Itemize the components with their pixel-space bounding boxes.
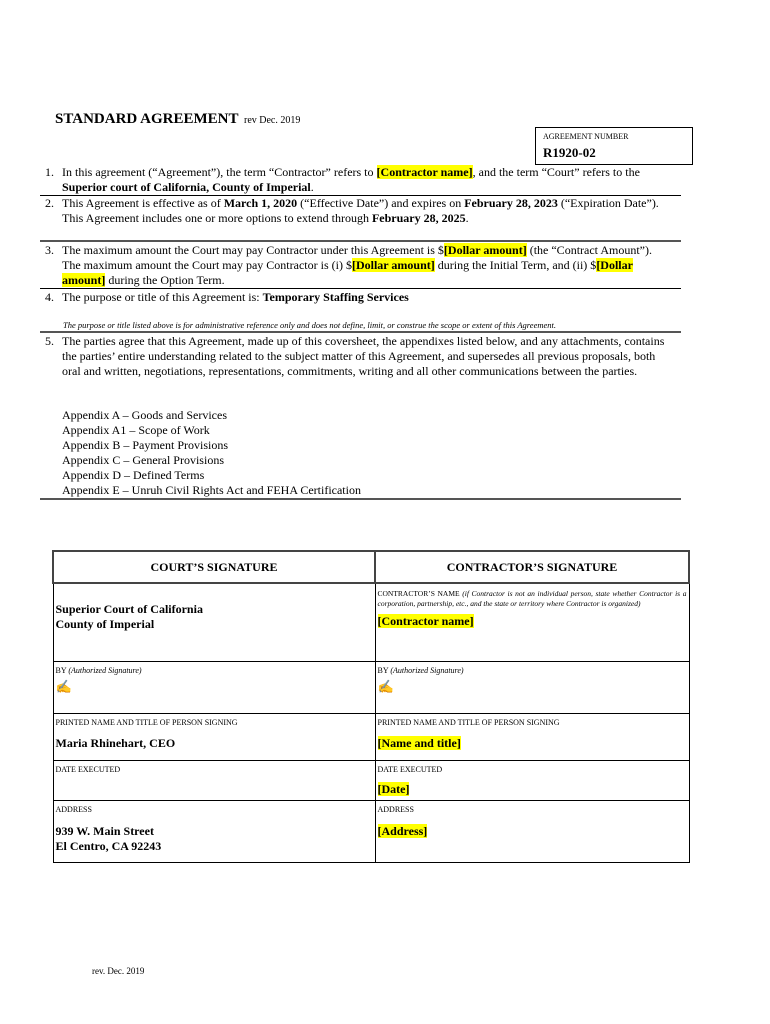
contractor-name-note: (if Contractor is not an individual person, state whether Contractor is a corporation, partnership, etc., and the state or territory where Contractor is organized) bbox=[377, 589, 687, 608]
divider bbox=[40, 288, 681, 289]
clause-body bbox=[62, 243, 670, 288]
clause-1 bbox=[45, 165, 670, 195]
appendix-item: Appendix C – General Provisions bbox=[62, 453, 224, 467]
expiration-date: February 28, 2023 bbox=[464, 196, 558, 210]
by-note: (Authorized Signature) bbox=[390, 665, 464, 675]
by-label: BY bbox=[377, 665, 389, 675]
clause-number: 4. bbox=[45, 290, 54, 304]
contractor-signature-heading: CONTRACTOR’S SIGNATURE bbox=[375, 551, 689, 583]
effective-date: March 1, 2020 bbox=[223, 196, 298, 210]
title-text: STANDARD AGREEMENT bbox=[55, 111, 239, 127]
printed-name-label: PRINTED NAME AND TITLE OF PERSON SIGNING bbox=[55, 717, 238, 727]
clause-3 bbox=[45, 243, 670, 288]
agreement-number-value: R1920-02 bbox=[543, 145, 596, 160]
court-address-line2: El Centro, CA 92243 bbox=[55, 838, 162, 853]
signature-table bbox=[52, 550, 690, 863]
clause-text: (“Effective Date”) and expires on bbox=[297, 196, 465, 210]
contractor-date-cell[interactable] bbox=[375, 760, 689, 800]
address-label: ADDRESS bbox=[55, 804, 92, 814]
court-printed-name-cell bbox=[53, 713, 375, 760]
agreement-purpose: Temporary Staffing Services bbox=[262, 290, 409, 304]
clause-4 bbox=[45, 290, 670, 305]
option-term-amount-placeholder[interactable]: [Dollar amount] bbox=[62, 258, 633, 287]
appendix-item: Appendix A1 – Scope of Work bbox=[62, 423, 210, 437]
by-note: (Authorized Signature) bbox=[68, 665, 142, 675]
clause-text: (“Expiration Date”). bbox=[557, 196, 659, 210]
divider bbox=[40, 498, 681, 500]
clause-text: . bbox=[310, 180, 314, 194]
court-signature-heading: COURT’S SIGNATURE bbox=[53, 551, 375, 583]
court-name: Superior court of California, County of Imperial bbox=[62, 180, 311, 194]
initial-term-amount-placeholder[interactable]: [Dollar amount] bbox=[351, 258, 435, 272]
appendix-item: Appendix D – Defined Terms bbox=[62, 468, 205, 482]
document-title bbox=[55, 111, 300, 128]
address-label: ADDRESS bbox=[377, 804, 414, 814]
clause-number: 3. bbox=[45, 243, 54, 257]
printed-name-label: PRINTED NAME AND TITLE OF PERSON SIGNING bbox=[377, 717, 560, 727]
clause-number: 1. bbox=[45, 165, 54, 179]
clause-2 bbox=[45, 196, 670, 226]
option-date: February 28, 2025 bbox=[371, 211, 466, 225]
agreement-number-box bbox=[535, 127, 693, 165]
clause-body bbox=[62, 290, 670, 305]
contractor-name-field[interactable]: [Contractor name] bbox=[377, 614, 474, 628]
appendix-item: Appendix B – Payment Provisions bbox=[62, 438, 229, 452]
agreement-number-label: AGREEMENT NUMBER bbox=[543, 132, 629, 141]
contractor-printed-name-field[interactable]: [Name and title] bbox=[377, 735, 461, 750]
court-address-cell bbox=[53, 800, 375, 862]
court-name-line2: County of Imperial bbox=[55, 617, 155, 631]
clause-number: 5. bbox=[45, 334, 54, 348]
date-executed-label: DATE EXECUTED bbox=[55, 764, 121, 774]
contractor-name-cell[interactable] bbox=[375, 583, 689, 661]
court-name-cell bbox=[53, 583, 375, 661]
clause-text: This Agreement includes one or more options to extend through bbox=[62, 211, 372, 225]
court-address-line1: 939 W. Main Street bbox=[55, 823, 154, 838]
court-date-cell[interactable] bbox=[53, 760, 375, 800]
contractor-name-placeholder[interactable]: [Contractor name] bbox=[376, 165, 473, 179]
clause-text: , and the term “Court” refers to the bbox=[472, 165, 640, 179]
clause-text: during the Option Term. bbox=[105, 273, 225, 287]
court-name-line1: Superior Court of California bbox=[55, 602, 203, 616]
divider bbox=[40, 240, 681, 242]
clause-text: In this agreement (“Agreement”), the term “Contractor” refers to bbox=[62, 165, 377, 179]
contractor-date-field[interactable]: [Date] bbox=[377, 781, 410, 796]
revision-text: rev Dec. 2019 bbox=[243, 115, 301, 126]
clause-text: . bbox=[465, 211, 469, 225]
by-label: BY bbox=[55, 665, 67, 675]
clause-text: during the Initial Term, and (ii) $ bbox=[434, 258, 597, 272]
contractor-address-cell[interactable] bbox=[375, 800, 689, 862]
pen-icon: ✍ bbox=[377, 678, 394, 694]
contract-amount-placeholder[interactable]: [Dollar amount] bbox=[443, 243, 527, 257]
clause-body: The parties agree that this Agreement, made up of this coversheet, the appendixes listed below, and any attachments, contains the parties’ entire understanding related to the subject matter of this Agreement, and supersedes all previous proposals, both oral and written, negotiations, representations, commitments, writing and all other communications between the parties. bbox=[62, 334, 665, 378]
court-by-cell[interactable] bbox=[53, 661, 375, 713]
footer-revision: rev. Dec. 2019 bbox=[92, 966, 145, 976]
purpose-disclaimer: The purpose or title listed above is for administrative reference only and does not define, limit, or construe the scope or extent of this Agreement. bbox=[63, 320, 556, 330]
contractor-address-field[interactable]: [Address] bbox=[377, 823, 428, 838]
clause-text: The purpose or title of this Agreement is: bbox=[62, 290, 263, 304]
appendix-item: Appendix A – Goods and Services bbox=[62, 408, 227, 422]
appendix-item: Appendix E – Unruh Civil Rights Act and FEHA Certification bbox=[62, 483, 361, 497]
contractor-by-cell[interactable] bbox=[375, 661, 689, 713]
clause-body bbox=[62, 196, 670, 226]
contractor-name-label: CONTRACTOR’S NAME bbox=[377, 589, 460, 598]
court-printed-name: Maria Rhinehart, CEO bbox=[55, 735, 176, 750]
date-executed-label: DATE EXECUTED bbox=[377, 764, 443, 774]
clause-text: (the “Contract Amount”). The maximum amount the Court may pay Contractor is (i) $ bbox=[62, 243, 652, 272]
clause-text: This Agreement is effective as of bbox=[62, 196, 224, 210]
pen-icon: ✍ bbox=[55, 678, 72, 694]
clause-5 bbox=[45, 334, 670, 379]
contractor-printed-name-cell[interactable] bbox=[375, 713, 689, 760]
clause-body bbox=[62, 165, 670, 195]
divider bbox=[40, 331, 681, 333]
clause-number: 2. bbox=[45, 196, 54, 210]
clause-text: The maximum amount the Court may pay Contractor under this Agreement is $ bbox=[62, 243, 444, 257]
